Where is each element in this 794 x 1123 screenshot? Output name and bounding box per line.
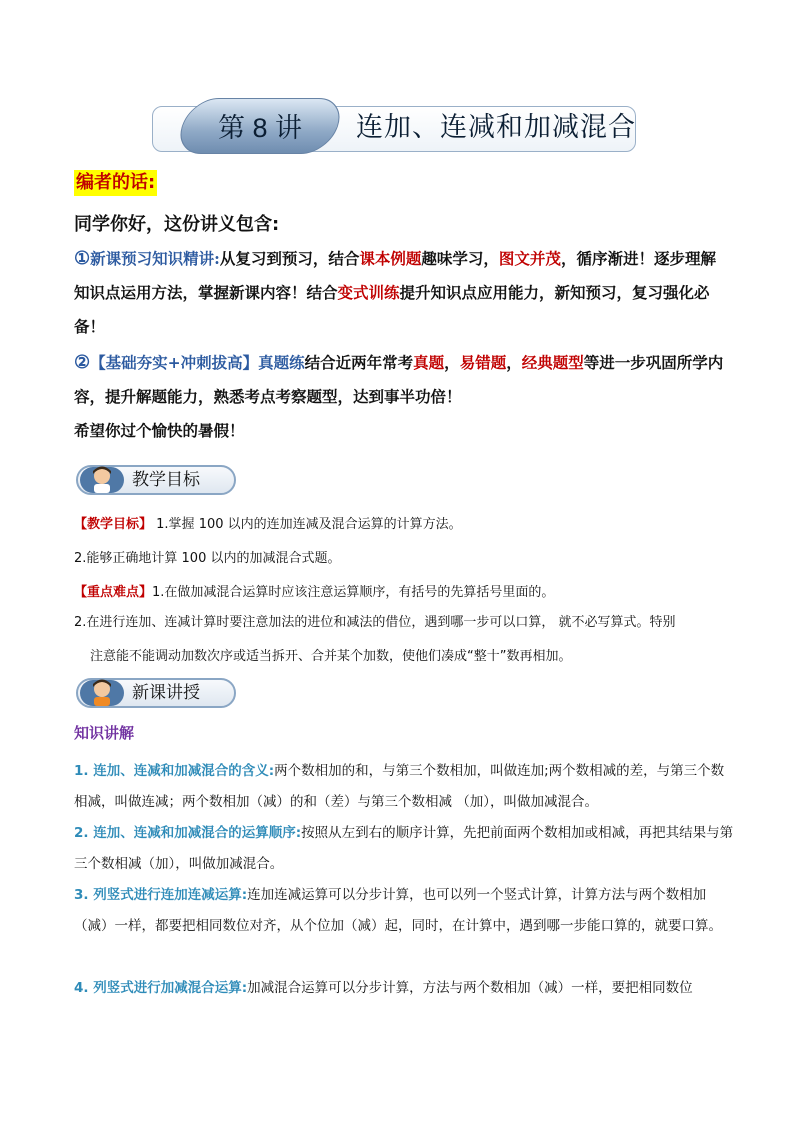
- key-line-1: 【重点难点】1.在做加减混合运算时应该注意运算顺序，有括号的先算括号里面的。: [74, 585, 555, 600]
- knowledge-item-4: 4. 列竖式进行加减混合运算:加减混合运算可以分步计算，方法与两个数相加（减）一样，要把相同数位: [74, 980, 693, 996]
- knowledge-item-3: 3. 列竖式进行连加连减运算:连加连减运算可以分步计算，也可以列一个竖式计算，计算方法与两个数相加（减）一样，都要把相同数位对齐，从个位加（减）起，同时，在计算中，遇到哪一步能口算的，就要口算。: [74, 887, 722, 934]
- editor-label: 编者的话:: [74, 170, 157, 196]
- section-title-goals: 教学目标: [132, 470, 200, 490]
- section-title-lesson: 新课讲授: [132, 683, 200, 703]
- knowledge-title: 知识讲解: [74, 724, 135, 742]
- greeting: 同学你好，这份讲义包含:: [74, 214, 280, 235]
- page-title: 连加、连减和加减混合: [356, 112, 636, 143]
- knowledge-item-1: 1. 连加、连减和加减混合的含义:两个数相加的和，与第三个数相加，叫做连加;两个数相减的差，与第三个数相减，叫做连减；两个数相加（减）的和（差）与第三个数相减 （加），叫做加减混合。: [74, 763, 725, 810]
- intro-paragraph-1: ①新课预习知识精讲:从复习到预习，结合课本例题趣味学习，图文并茂，循序渐进！逐步理解知识点运用方法，掌握新课内容！结合变式训练提升知识点应用能力，新知预习，复习强化必备！: [74, 248, 716, 336]
- closing-line: 希望你过个愉快的暑假！: [74, 421, 245, 440]
- intro-paragraph-2: ②【基础夯实+冲刺拔高】真题练结合近两年常考真题，易错题，经典题型等进一步巩固所学内容，提升解题能力，熟悉考点考察题型，达到事半功倍！: [74, 352, 724, 406]
- lesson-number: 第 8 讲: [217, 113, 303, 143]
- key-line-2a: 2.在进行连加、连减计算时要注意加法的进位和减法的借位，遇到哪一步可以口算， 就不必写算式。特别: [74, 615, 676, 630]
- teacher-avatar-icon: [78, 674, 126, 710]
- goal-line-2: 2.能够正确地计算 100 以内的加减混合式题。: [74, 551, 341, 566]
- teacher-avatar-icon: [78, 461, 126, 497]
- knowledge-item-2: 2. 连加、连减和加减混合的运算顺序:按照从左到右的顺序计算，先把前面两个数相加或相减，再把其结果与第三个数相减（加），叫做加减混合。: [74, 825, 734, 872]
- key-line-2b: 注意能不能调动加数次序或适当拆开、合并某个加数，使他们凑成“整十”数再相加。: [90, 649, 572, 664]
- goal-line-1: 【教学目标】 1.掌握 100 以内的连加连减及混合运算的计算方法。: [74, 517, 462, 532]
